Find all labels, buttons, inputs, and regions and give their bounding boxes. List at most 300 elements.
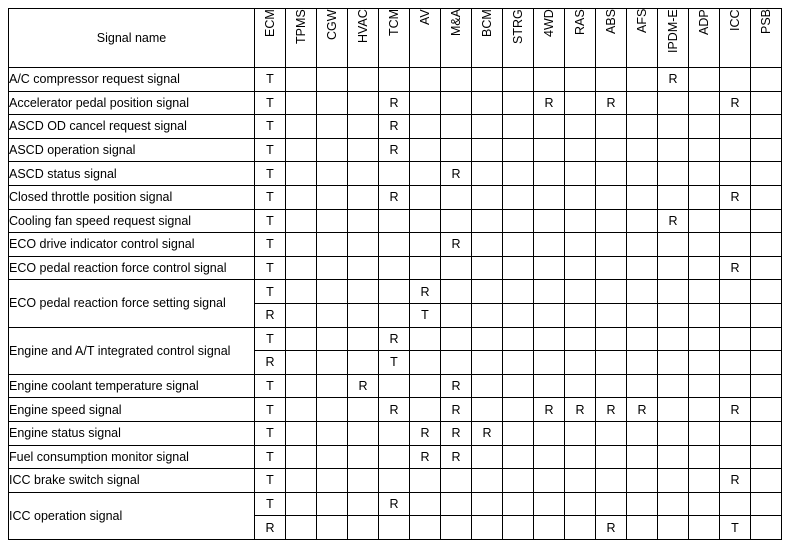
cell-adp bbox=[689, 398, 720, 422]
cell-icc bbox=[720, 351, 751, 375]
cell-abs: R bbox=[596, 398, 627, 422]
cell-ras: R bbox=[565, 398, 596, 422]
cell-abs bbox=[596, 445, 627, 469]
cell-tpms bbox=[286, 303, 317, 327]
cell-ipdm-e bbox=[658, 351, 689, 375]
cell-m-a bbox=[441, 516, 472, 540]
cell-abs bbox=[596, 303, 627, 327]
cell-abs bbox=[596, 421, 627, 445]
cell-bcm bbox=[472, 138, 503, 162]
cell-bcm bbox=[472, 115, 503, 139]
cell-ecm: R bbox=[255, 351, 286, 375]
cell-bcm bbox=[472, 91, 503, 115]
cell-abs bbox=[596, 115, 627, 139]
table-row bbox=[9, 374, 782, 398]
cell-icc bbox=[720, 303, 751, 327]
cell-icc: R bbox=[720, 185, 751, 209]
cell-afs bbox=[627, 303, 658, 327]
cell-psb bbox=[751, 162, 782, 186]
signal-name-cell: Engine status signal bbox=[9, 421, 255, 445]
cell-av bbox=[410, 516, 441, 540]
cell-adp bbox=[689, 233, 720, 257]
cell-cgw bbox=[317, 303, 348, 327]
cell-4wd bbox=[534, 492, 565, 516]
cell-tpms bbox=[286, 421, 317, 445]
cell-strg bbox=[503, 398, 534, 422]
table-row bbox=[9, 327, 782, 351]
cell-4wd bbox=[534, 516, 565, 540]
cell-ras bbox=[565, 280, 596, 304]
cell-adp bbox=[689, 209, 720, 233]
cell-cgw bbox=[317, 516, 348, 540]
cell-adp bbox=[689, 185, 720, 209]
cell-ipdm-e: R bbox=[658, 68, 689, 92]
column-header-bcm bbox=[472, 9, 503, 68]
cell-m-a: R bbox=[441, 421, 472, 445]
cell-av bbox=[410, 185, 441, 209]
cell-ras bbox=[565, 492, 596, 516]
column-header-label: AV bbox=[418, 9, 432, 25]
cell-tcm bbox=[379, 209, 410, 233]
cell-tpms bbox=[286, 115, 317, 139]
cell-hvac bbox=[348, 351, 379, 375]
cell-m-a: R bbox=[441, 398, 472, 422]
table-row bbox=[9, 492, 782, 516]
signal-name-cell: ASCD operation signal bbox=[9, 138, 255, 162]
cell-psb bbox=[751, 138, 782, 162]
signal-name-header: Signal name bbox=[9, 9, 255, 68]
cell-afs bbox=[627, 469, 658, 493]
column-header-m-a bbox=[441, 9, 472, 68]
cell-m-a bbox=[441, 280, 472, 304]
cell-4wd bbox=[534, 209, 565, 233]
cell-ipdm-e bbox=[658, 421, 689, 445]
cell-bcm bbox=[472, 351, 503, 375]
cell-ipdm-e bbox=[658, 256, 689, 280]
cell-tpms bbox=[286, 138, 317, 162]
cell-cgw bbox=[317, 445, 348, 469]
cell-m-a bbox=[441, 115, 472, 139]
column-header-label: 4WD bbox=[542, 9, 556, 37]
cell-icc bbox=[720, 280, 751, 304]
column-header-av bbox=[410, 9, 441, 68]
signal-name-cell: ASCD OD cancel request signal bbox=[9, 115, 255, 139]
cell-tcm: R bbox=[379, 185, 410, 209]
cell-bcm bbox=[472, 398, 503, 422]
cell-tcm: R bbox=[379, 327, 410, 351]
cell-adp bbox=[689, 374, 720, 398]
cell-av bbox=[410, 398, 441, 422]
column-header-abs bbox=[596, 9, 627, 68]
cell-tpms bbox=[286, 327, 317, 351]
cell-m-a bbox=[441, 68, 472, 92]
cell-adp bbox=[689, 469, 720, 493]
cell-cgw bbox=[317, 233, 348, 257]
cell-psb bbox=[751, 351, 782, 375]
cell-tpms bbox=[286, 374, 317, 398]
signal-table-sheet bbox=[8, 8, 782, 540]
cell-ipdm-e bbox=[658, 162, 689, 186]
column-header-label: ADP bbox=[697, 9, 711, 35]
signal-name-cell: ASCD status signal bbox=[9, 162, 255, 186]
cell-av bbox=[410, 68, 441, 92]
cell-tpms bbox=[286, 233, 317, 257]
column-header-label: ABS bbox=[604, 9, 618, 35]
cell-ecm: R bbox=[255, 303, 286, 327]
column-header-label: IPDM-E bbox=[666, 9, 680, 53]
column-header-afs bbox=[627, 9, 658, 68]
cell-abs bbox=[596, 327, 627, 351]
column-header-label: PSB bbox=[759, 9, 773, 35]
cell-strg bbox=[503, 209, 534, 233]
cell-m-a: R bbox=[441, 374, 472, 398]
cell-strg bbox=[503, 256, 534, 280]
column-header-label: RAS bbox=[573, 9, 587, 35]
cell-afs bbox=[627, 115, 658, 139]
cell-4wd bbox=[534, 138, 565, 162]
table-row bbox=[9, 445, 782, 469]
cell-bcm: R bbox=[472, 421, 503, 445]
cell-cgw bbox=[317, 256, 348, 280]
cell-hvac bbox=[348, 303, 379, 327]
cell-hvac bbox=[348, 327, 379, 351]
cell-av bbox=[410, 115, 441, 139]
column-header-psb bbox=[751, 9, 782, 68]
cell-hvac bbox=[348, 421, 379, 445]
table-row bbox=[9, 280, 782, 304]
table-row bbox=[9, 398, 782, 422]
cell-4wd bbox=[534, 374, 565, 398]
cell-ras bbox=[565, 233, 596, 257]
cell-ecm: R bbox=[255, 516, 286, 540]
cell-ras bbox=[565, 303, 596, 327]
cell-icc bbox=[720, 233, 751, 257]
cell-adp bbox=[689, 162, 720, 186]
cell-afs bbox=[627, 374, 658, 398]
cell-av: R bbox=[410, 280, 441, 304]
table-row bbox=[9, 162, 782, 186]
cell-bcm bbox=[472, 469, 503, 493]
cell-tpms bbox=[286, 185, 317, 209]
cell-tcm: R bbox=[379, 492, 410, 516]
cell-ecm: T bbox=[255, 115, 286, 139]
cell-av bbox=[410, 492, 441, 516]
cell-bcm bbox=[472, 209, 503, 233]
cell-ipdm-e bbox=[658, 469, 689, 493]
cell-ecm: T bbox=[255, 68, 286, 92]
cell-strg bbox=[503, 280, 534, 304]
cell-cgw bbox=[317, 280, 348, 304]
cell-adp bbox=[689, 351, 720, 375]
cell-av bbox=[410, 374, 441, 398]
cell-hvac: R bbox=[348, 374, 379, 398]
cell-cgw bbox=[317, 492, 348, 516]
cell-tcm bbox=[379, 445, 410, 469]
cell-adp bbox=[689, 256, 720, 280]
cell-4wd bbox=[534, 185, 565, 209]
cell-4wd bbox=[534, 351, 565, 375]
cell-m-a bbox=[441, 327, 472, 351]
cell-tcm bbox=[379, 421, 410, 445]
cell-ras bbox=[565, 256, 596, 280]
cell-ipdm-e: R bbox=[658, 209, 689, 233]
cell-ecm: T bbox=[255, 233, 286, 257]
cell-tpms bbox=[286, 91, 317, 115]
column-header-label: CGW bbox=[325, 9, 339, 40]
cell-bcm bbox=[472, 445, 503, 469]
cell-av bbox=[410, 209, 441, 233]
cell-psb bbox=[751, 256, 782, 280]
cell-icc bbox=[720, 492, 751, 516]
table-row bbox=[9, 209, 782, 233]
cell-adp bbox=[689, 421, 720, 445]
cell-tpms bbox=[286, 398, 317, 422]
cell-strg bbox=[503, 91, 534, 115]
cell-ecm: T bbox=[255, 421, 286, 445]
signal-name-cell: Accelerator pedal position signal bbox=[9, 91, 255, 115]
cell-cgw bbox=[317, 398, 348, 422]
cell-bcm bbox=[472, 233, 503, 257]
cell-hvac bbox=[348, 68, 379, 92]
cell-tcm bbox=[379, 233, 410, 257]
cell-hvac bbox=[348, 469, 379, 493]
cell-av bbox=[410, 138, 441, 162]
cell-abs bbox=[596, 256, 627, 280]
cell-abs bbox=[596, 351, 627, 375]
signal-name-cell: ECO pedal reaction force setting signal bbox=[9, 280, 255, 327]
cell-m-a bbox=[441, 492, 472, 516]
cell-av bbox=[410, 327, 441, 351]
cell-icc bbox=[720, 209, 751, 233]
cell-tcm bbox=[379, 280, 410, 304]
cell-tcm: R bbox=[379, 398, 410, 422]
cell-icc: T bbox=[720, 516, 751, 540]
column-header-label: TPMS bbox=[294, 9, 308, 44]
cell-afs bbox=[627, 68, 658, 92]
cell-bcm bbox=[472, 68, 503, 92]
cell-av: R bbox=[410, 445, 441, 469]
cell-ras bbox=[565, 209, 596, 233]
cell-afs bbox=[627, 256, 658, 280]
table-row bbox=[9, 256, 782, 280]
cell-afs bbox=[627, 91, 658, 115]
cell-psb bbox=[751, 91, 782, 115]
cell-icc bbox=[720, 162, 751, 186]
table-row bbox=[9, 138, 782, 162]
cell-afs bbox=[627, 209, 658, 233]
cell-abs bbox=[596, 138, 627, 162]
cell-abs bbox=[596, 162, 627, 186]
cell-abs bbox=[596, 209, 627, 233]
cell-ras bbox=[565, 516, 596, 540]
signal-table bbox=[8, 8, 782, 540]
cell-hvac bbox=[348, 516, 379, 540]
header-row bbox=[9, 9, 782, 68]
cell-psb bbox=[751, 445, 782, 469]
cell-tpms bbox=[286, 280, 317, 304]
cell-strg bbox=[503, 492, 534, 516]
cell-m-a bbox=[441, 351, 472, 375]
cell-afs bbox=[627, 351, 658, 375]
signal-name-cell: Cooling fan speed request signal bbox=[9, 209, 255, 233]
cell-tcm bbox=[379, 469, 410, 493]
cell-4wd: R bbox=[534, 91, 565, 115]
signal-name-cell: A/C compressor request signal bbox=[9, 68, 255, 92]
cell-ecm: T bbox=[255, 327, 286, 351]
cell-afs bbox=[627, 445, 658, 469]
cell-tpms bbox=[286, 492, 317, 516]
cell-tcm: R bbox=[379, 91, 410, 115]
cell-ipdm-e bbox=[658, 445, 689, 469]
cell-tcm: T bbox=[379, 351, 410, 375]
cell-afs bbox=[627, 516, 658, 540]
column-header-icc bbox=[720, 9, 751, 68]
cell-ipdm-e bbox=[658, 280, 689, 304]
cell-ecm: T bbox=[255, 398, 286, 422]
cell-afs bbox=[627, 280, 658, 304]
cell-icc bbox=[720, 115, 751, 139]
cell-abs bbox=[596, 374, 627, 398]
cell-abs: R bbox=[596, 516, 627, 540]
cell-hvac bbox=[348, 233, 379, 257]
cell-hvac bbox=[348, 280, 379, 304]
column-header-label: AFS bbox=[635, 9, 649, 34]
cell-bcm bbox=[472, 303, 503, 327]
cell-psb bbox=[751, 398, 782, 422]
cell-av: T bbox=[410, 303, 441, 327]
cell-bcm bbox=[472, 327, 503, 351]
signal-name-cell: Fuel consumption monitor signal bbox=[9, 445, 255, 469]
cell-cgw bbox=[317, 68, 348, 92]
cell-ras bbox=[565, 469, 596, 493]
cell-bcm bbox=[472, 492, 503, 516]
cell-strg bbox=[503, 445, 534, 469]
cell-ipdm-e bbox=[658, 398, 689, 422]
cell-tpms bbox=[286, 351, 317, 375]
column-header-label: M&A bbox=[449, 9, 463, 37]
column-header-cgw bbox=[317, 9, 348, 68]
signal-name-cell: ICC operation signal bbox=[9, 492, 255, 539]
cell-m-a bbox=[441, 91, 472, 115]
cell-psb bbox=[751, 209, 782, 233]
signal-name-cell: ECO pedal reaction force control signal bbox=[9, 256, 255, 280]
cell-ecm: T bbox=[255, 256, 286, 280]
cell-4wd: R bbox=[534, 398, 565, 422]
cell-icc: R bbox=[720, 398, 751, 422]
cell-abs: R bbox=[596, 91, 627, 115]
table-row bbox=[9, 91, 782, 115]
cell-strg bbox=[503, 68, 534, 92]
cell-m-a bbox=[441, 256, 472, 280]
cell-psb bbox=[751, 280, 782, 304]
cell-psb bbox=[751, 185, 782, 209]
column-header-ipdm-e bbox=[658, 9, 689, 68]
cell-tcm bbox=[379, 256, 410, 280]
signal-table-body bbox=[9, 68, 782, 540]
cell-psb bbox=[751, 327, 782, 351]
cell-ipdm-e bbox=[658, 374, 689, 398]
cell-ipdm-e bbox=[658, 115, 689, 139]
cell-adp bbox=[689, 492, 720, 516]
cell-ecm: T bbox=[255, 469, 286, 493]
cell-ras bbox=[565, 185, 596, 209]
cell-hvac bbox=[348, 185, 379, 209]
cell-abs bbox=[596, 469, 627, 493]
cell-ras bbox=[565, 445, 596, 469]
cell-av bbox=[410, 233, 441, 257]
cell-hvac bbox=[348, 256, 379, 280]
cell-icc bbox=[720, 138, 751, 162]
cell-ras bbox=[565, 162, 596, 186]
cell-icc: R bbox=[720, 256, 751, 280]
cell-tpms bbox=[286, 256, 317, 280]
column-header-hvac bbox=[348, 9, 379, 68]
cell-psb bbox=[751, 233, 782, 257]
cell-bcm bbox=[472, 185, 503, 209]
cell-psb bbox=[751, 492, 782, 516]
table-row bbox=[9, 115, 782, 139]
cell-ecm: T bbox=[255, 492, 286, 516]
cell-psb bbox=[751, 374, 782, 398]
cell-afs bbox=[627, 162, 658, 186]
signal-name-cell: Engine and A/T integrated control signal bbox=[9, 327, 255, 374]
cell-cgw bbox=[317, 327, 348, 351]
cell-4wd bbox=[534, 469, 565, 493]
column-header-tpms bbox=[286, 9, 317, 68]
cell-ras bbox=[565, 421, 596, 445]
cell-ecm: T bbox=[255, 91, 286, 115]
cell-tpms bbox=[286, 162, 317, 186]
cell-cgw bbox=[317, 115, 348, 139]
table-row bbox=[9, 469, 782, 493]
column-header-adp bbox=[689, 9, 720, 68]
table-row bbox=[9, 233, 782, 257]
cell-strg bbox=[503, 516, 534, 540]
cell-4wd bbox=[534, 303, 565, 327]
cell-tpms bbox=[286, 516, 317, 540]
cell-cgw bbox=[317, 351, 348, 375]
cell-icc bbox=[720, 374, 751, 398]
cell-ecm: T bbox=[255, 445, 286, 469]
cell-abs bbox=[596, 185, 627, 209]
cell-strg bbox=[503, 115, 534, 139]
cell-afs bbox=[627, 492, 658, 516]
cell-cgw bbox=[317, 374, 348, 398]
cell-tpms bbox=[286, 68, 317, 92]
cell-ras bbox=[565, 138, 596, 162]
cell-ipdm-e bbox=[658, 233, 689, 257]
cell-4wd bbox=[534, 445, 565, 469]
cell-bcm bbox=[472, 256, 503, 280]
cell-icc: R bbox=[720, 91, 751, 115]
cell-bcm bbox=[472, 516, 503, 540]
signal-name-cell: ECO drive indicator control signal bbox=[9, 233, 255, 257]
cell-adp bbox=[689, 68, 720, 92]
cell-tcm bbox=[379, 68, 410, 92]
cell-ras bbox=[565, 91, 596, 115]
cell-m-a bbox=[441, 185, 472, 209]
cell-4wd bbox=[534, 256, 565, 280]
cell-4wd bbox=[534, 327, 565, 351]
cell-4wd bbox=[534, 162, 565, 186]
cell-adp bbox=[689, 138, 720, 162]
cell-cgw bbox=[317, 162, 348, 186]
cell-bcm bbox=[472, 162, 503, 186]
cell-4wd bbox=[534, 68, 565, 92]
column-header-ecm bbox=[255, 9, 286, 68]
cell-strg bbox=[503, 469, 534, 493]
cell-hvac bbox=[348, 138, 379, 162]
